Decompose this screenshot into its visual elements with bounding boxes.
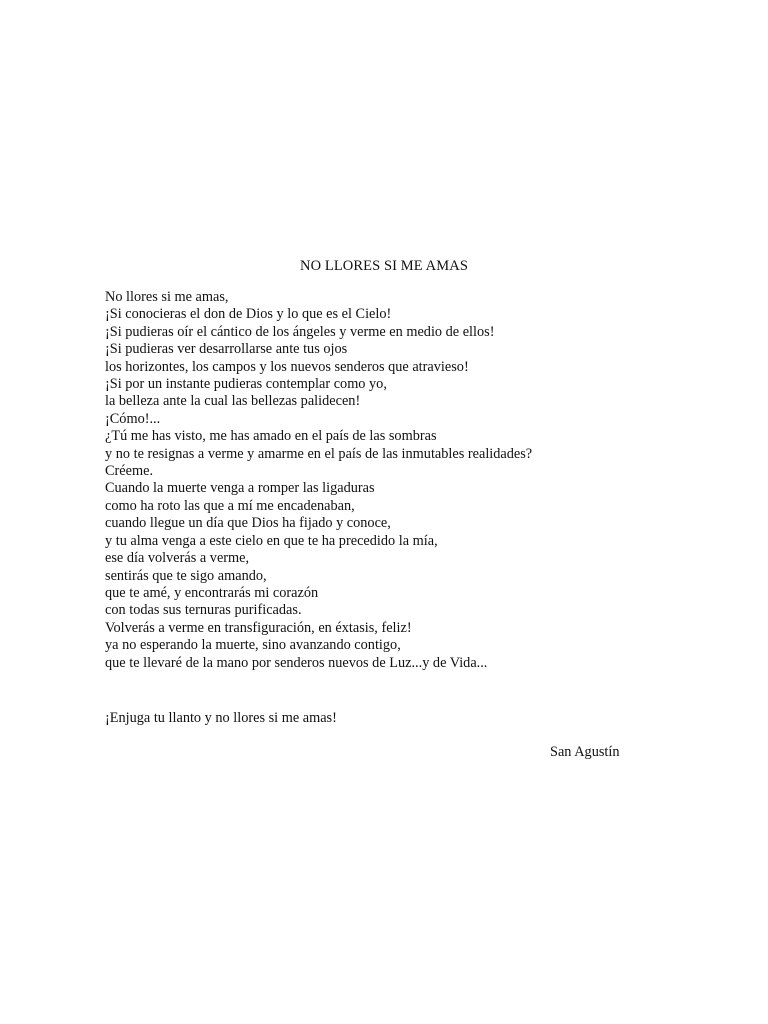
poem-line: ese día volverás a verme, bbox=[105, 550, 250, 567]
closing-line: ¡Enjuga tu llanto y no llores si me amas! bbox=[105, 710, 337, 726]
poem-line: Créeme. bbox=[105, 463, 154, 480]
poem-line: ¡Si pudieras ver desarrollarse ante tus ojos bbox=[105, 341, 348, 358]
poem-line: ¡Si por un instante pudieras contemplar como yo, bbox=[105, 376, 387, 393]
poem-line: ya no esperando la muerte, sino avanzando contigo, bbox=[105, 637, 401, 654]
poem-line: que te llevaré de la mano por senderos nuevos de Luz...y de Vida... bbox=[105, 654, 488, 671]
poem-line: y no te resignas a verme y amarme en el país de las inmutables realidades? bbox=[105, 445, 533, 462]
poem-line: ¡Si conocieras el don de Dios y lo que es el Cielo! bbox=[105, 306, 392, 323]
poem-line: sentirás que te sigo amando, bbox=[105, 567, 267, 584]
poem-line: No llores si me amas, bbox=[105, 289, 229, 305]
poem-line: los horizontes, los campos y los nuevos senderos que atravieso! bbox=[105, 358, 469, 375]
poem-line: como ha roto las que a mí me encadenaban, bbox=[105, 497, 355, 514]
poem-line: la belleza ante la cual las bellezas palidecen! bbox=[105, 393, 361, 410]
poem-line: Volverás a verme en transfiguración, en éxtasis, feliz! bbox=[105, 619, 412, 636]
poem-line: ¡Cómo!... bbox=[105, 410, 161, 427]
poem-line: ¡Si pudieras oír el cántico de los ángeles y verme en medio de ellos! bbox=[105, 323, 495, 340]
poem-line: con todas sus ternuras purificadas. bbox=[105, 602, 302, 619]
poem-line: ¿Tú me has visto, me has amado en el país de las sombras bbox=[105, 428, 437, 445]
poem-line: y tu alma venga a este cielo en que te ha precedido la mía, bbox=[105, 532, 438, 549]
poem-line: Cuando la muerte venga a romper las ligaduras bbox=[105, 480, 375, 497]
author-signature: San Agustín bbox=[550, 744, 620, 760]
poem-line: cuando llegue un día que Dios ha fijado y conoce, bbox=[105, 515, 391, 532]
poem-line: que te amé, y encontrarás mi corazón bbox=[105, 584, 319, 601]
poem-body bbox=[105, 289, 665, 672]
poem-title: NO LLORES SI ME AMAS bbox=[300, 258, 468, 274]
